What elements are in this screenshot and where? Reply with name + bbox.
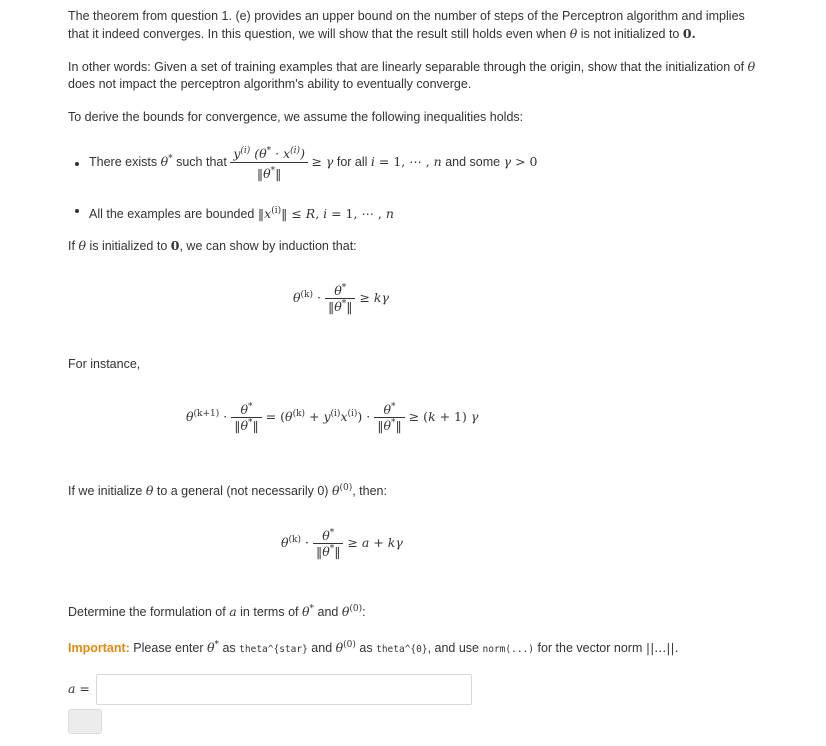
paragraph-derive: To derive the bounds for convergence, we assume the following inequalities holds: [68, 110, 524, 124]
other-words-line-2: does not impact the perceptron algorithm's ability to eventually converge. [68, 77, 472, 91]
assumption-margin: There exists θ* such that $\frac{y^{(i)} (\theta^* \cdot x^{(i)})}{‖\theta^*‖}$ ≥ γ for all i = 1, ⋯ , n and some γ > 0 [89, 143, 537, 182]
other-words-line-1: In other words: Given a set of training examples that are linearly separable through the origin, show that the initialization of θ [68, 59, 756, 74]
norm-symbol: ||...||. [645, 640, 679, 656]
code-theta-star: theta^{star} [239, 644, 308, 656]
for-instance-text: For instance, [68, 357, 141, 371]
important-label: Important: [68, 641, 130, 656]
induction-text: If θ is initialized to 0, we can show by induction that: [68, 238, 357, 253]
determine-text: Determine the formulation of a in terms of θ* and $\theta^{(0)}$: [68, 604, 366, 620]
submit-button[interactable] [68, 709, 102, 734]
equation-induction: $\theta^{(k)}$ · $\frac{\theta^*}{‖\theta^*‖}$ ≥ kγ [293, 283, 389, 315]
code-norm: norm(...) [482, 644, 534, 656]
paragraph-intro [68, 8, 745, 43]
margin-fraction: $\frac{y^{(i)} (\theta^* \cdot x^{(i)})}{‖\theta^*‖}$ [230, 143, 308, 182]
zero-symbol: 0. [682, 26, 696, 41]
bullet-dot-2 [75, 209, 79, 213]
theta-symbol: θ [569, 26, 578, 41]
equation-general: $\theta^{(k)}$ · $\frac{\theta^*}{‖\theta^*‖}$ ≥ a + kγ [281, 528, 403, 560]
bullet-dot-1 [75, 162, 79, 166]
important-note: Important: Please enter θ* as theta^{star} and $\theta^{(0)}$ as theta^{0}, and use norm(...) for the vector norm ||...||. [68, 640, 679, 656]
intro-line-1: The theorem from question 1. (e) provides an upper bound on the number of steps of the Perceptron algorithm and implies [68, 9, 745, 23]
paragraph-other-words [68, 58, 755, 93]
answer-label: a = [68, 681, 90, 696]
answer-input[interactable] [96, 674, 472, 705]
intro-line-2: that it indeed converges. In this question, we will show that the result still holds even when θ is not initialized to 0. [68, 26, 696, 41]
code-theta-zero: theta^{0} [376, 644, 428, 656]
equation-example: $\theta^{(k+1)}$ · $\frac{\theta^*}{‖\theta^*‖}$ = $(\theta^{(k)} + y^{(i)}x^{(i)})$ · $\frac{\theta^*}{‖\theta^*‖}$ ≥ (k + 1) γ [186, 402, 479, 434]
general-init-text: If we initialize θ to a general (not necessarily 0) $\theta^{(0)}$, then: [68, 483, 387, 499]
assumption-bounded: All the examples are bounded $‖x^{(i)}‖ \le R$, i = 1, ⋯ , n [89, 206, 394, 222]
